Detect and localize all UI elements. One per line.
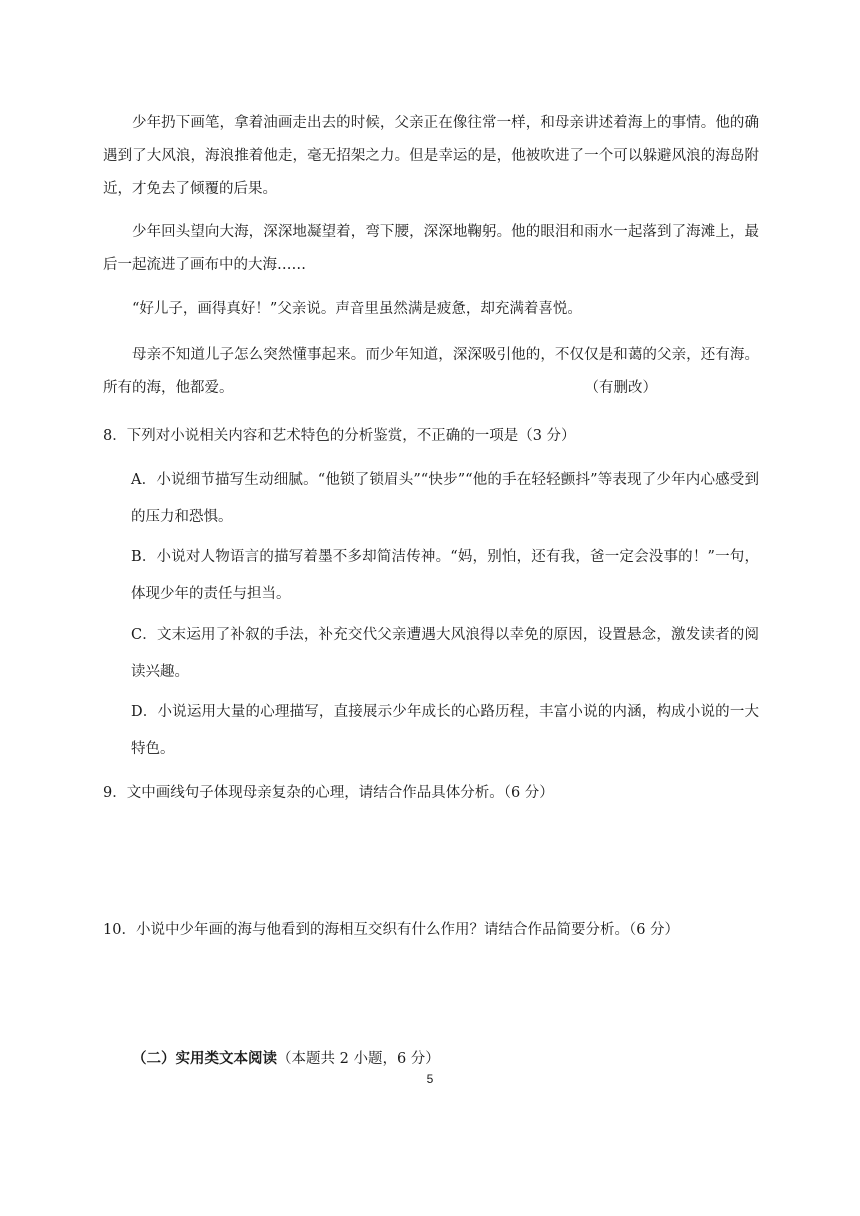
question-8-option-a <box>131 462 759 536</box>
option-letter: C． <box>131 627 157 643</box>
option-text: 小说对人物语言的描写着墨不多却简洁传神。“妈，别怕，还有我，爸一定会没事的！”一句，体现少年的责任与担当。 <box>131 549 759 602</box>
section-note: （本题共 2 小题，6 分） <box>277 1051 440 1067</box>
question-9: 9．文中画线句子体现母亲复杂的心理，请结合作品具体分析。（6 分） <box>103 785 554 801</box>
question-8-option-d <box>131 694 759 768</box>
option-text: 文末运用了补叙的手法，补充交代父亲遭遇大风浪得以幸免的原因，设置悬念，激发读者的阅读兴趣。 <box>131 627 759 680</box>
option-letter: D． <box>131 704 158 720</box>
passage-paragraph-3: “好儿子，画得真好！”父亲说。声音里虽然满是疲惫，却充满着喜悦。 <box>132 301 582 317</box>
question-8-option-c <box>131 617 759 691</box>
section-heading <box>132 1047 440 1071</box>
question-10: 10．小说中少年画的海与他看到的海相互交织有什么作用？请结合作品简要分析。（6 分） <box>103 922 680 938</box>
option-text: 小说细节描写生动细腻。“他锁了锁眉头”“快步”“他的手在轻轻颤抖”等表现了少年内心感受到的压力和恐惧。 <box>131 472 759 525</box>
option-text: 小说运用大量的心理描写，直接展示少年成长的心路历程，丰富小说的内涵，构成小说的一大特色。 <box>131 704 759 757</box>
option-letter: B． <box>131 549 157 565</box>
question-8-stem: 8．下列对小说相关内容和艺术特色的分析鉴赏，不正确的一项是（3 分） <box>103 428 576 444</box>
passage-paragraph-4 <box>103 339 759 405</box>
page-number: 5 <box>426 1072 434 1086</box>
question-8-option-b <box>131 539 759 613</box>
passage-paragraph-1: 少年扔下画笔，拿着油画走出去的时候，父亲正在像往常一样，和母亲讲述着海上的事情。他的确遇到了大风浪，海浪推着他走，毫无招架之力。但是幸运的是，他被吹进了一个可以躲避风浪的海岛附近，才免去了倾覆的后果。 <box>103 115 759 197</box>
passage-paragraph-4-text: 母亲不知道儿子怎么突然懂事起来。而少年知道，深深吸引他的，不仅仅是和蔼的父亲，还有海。所有的海，他都爱。 <box>103 347 759 396</box>
section-title: （二）实用类文本阅读 <box>132 1050 277 1067</box>
edit-note: （有删改） <box>584 380 657 396</box>
passage-paragraph-2: 少年回头望向大海，深深地凝望着，弯下腰，深深地鞠躬。他的眼泪和雨水一起落到了海滩上，最后一起流进了画布中的大海…… <box>103 224 759 273</box>
option-letter: A． <box>131 472 157 488</box>
